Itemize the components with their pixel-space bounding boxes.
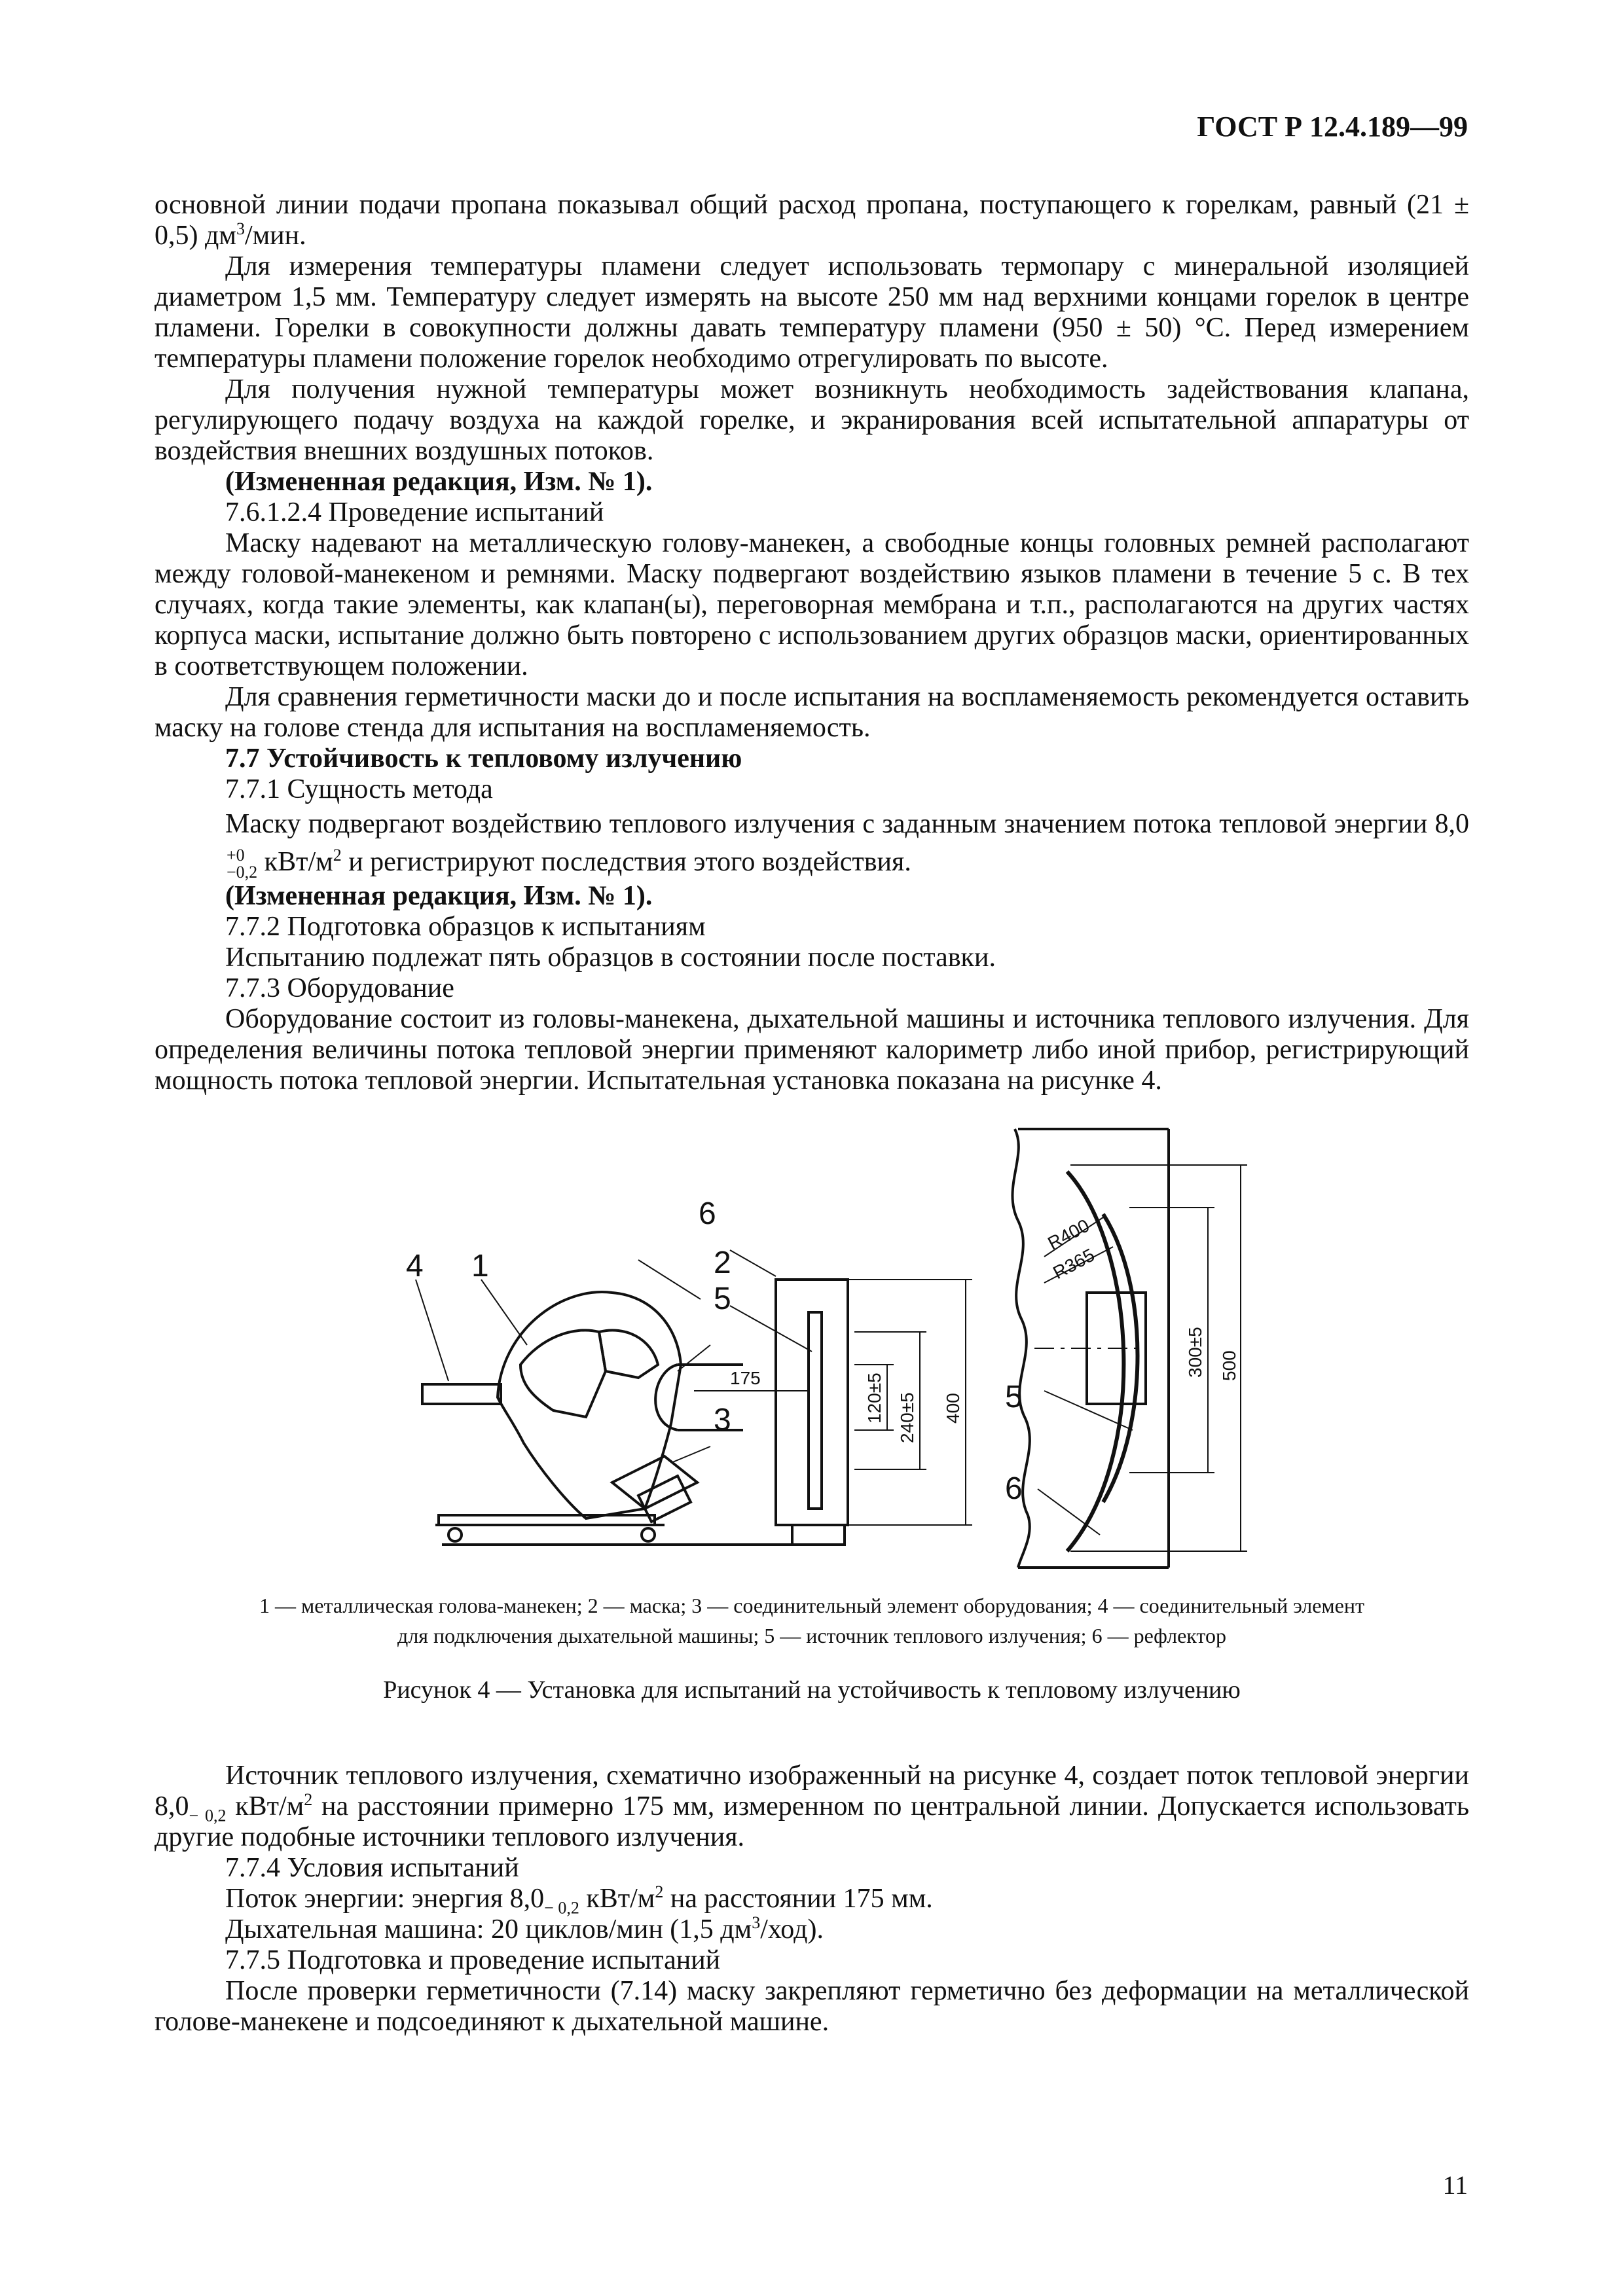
dim-300: 300±5	[1185, 1327, 1205, 1378]
dim-500: 500	[1219, 1350, 1239, 1381]
label-3: 3	[714, 1403, 731, 1437]
label-6: 6	[699, 1196, 716, 1231]
page-number: 11	[1442, 2170, 1468, 2200]
paragraph: Маску надевают на металлическую голову-манекен, а свободные концы головных ремней располагают между головой-манекеном и ремнями. Маску подвергают воздействию языков пламени в течение 5 с. В тех случаях, когда такие элементы, как клапан(ы), переговорная мембрана и т.п., располагаются на других частях корпуса маски, испытание должно быть повторено с использованием других образцов маски, ориентированных в соответствующем положении.	[155, 528, 1469, 681]
dim-r400: R400	[1044, 1215, 1093, 1254]
section-heading: 7.7.5 Подготовка и проведение испытаний	[225, 1945, 721, 1975]
dim-240: 240±5	[897, 1392, 917, 1443]
paragraph: Дыхательная машина: 20 циклов/мин (1,5 $дм^3/ход$).	[225, 1913, 824, 1945]
section-heading: 7.7.1 Сущность метода	[225, 774, 493, 804]
document-header: ГОСТ Р 12.4.189—99	[1197, 111, 1468, 143]
section-heading: 7.7.2 Подготовка образцов к испытаниям	[225, 912, 706, 942]
section-heading: 7.7.3 Оборудование	[225, 973, 454, 1004]
paragraph: Источник теплового излучения, схематично изображенный на рисунке 4, создает поток тепловой энергии $8,0_{- 0,2}$ кВт/$м^2$ на расстоянии примерно 175 мм, измеренном по центральной линии. Допускается использовать другие подобные источники теплового излучения.	[155, 1761, 1469, 1852]
label-6-right: 6	[1005, 1471, 1023, 1506]
paragraph: Для сравнения герметичности маски до и после испытания на воспламеняемость рекомендуется оставить маску на голове стенда для испытания на воспламеняемость.	[155, 682, 1469, 743]
figure-legend	[155, 1590, 1469, 1651]
right-view	[1012, 1129, 1169, 1568]
paragraph: Оборудование состоит из головы-манекена, дыхательной машины и источника теплового излучения. Для определения величины потока тепловой энергии применяют калориметр либо иной прибор, регистрирующий мощность потока тепловой энергии. Испытательная установка показана на рисунке 4.	[155, 1004, 1469, 1096]
dim-r365: R365	[1049, 1244, 1098, 1283]
dim-175: 175	[730, 1368, 761, 1388]
label-4: 4	[406, 1249, 424, 1283]
figure-4	[390, 1116, 1516, 1574]
paragraph: основной линии подачи пропана показывал общий расход пропана, поступающего к горелкам, равный (21 ± 0,5) $дм^3$/мин.	[155, 190, 1469, 251]
dim-120: 120±5	[864, 1372, 884, 1424]
left-labels	[406, 1196, 731, 1437]
paragraph: После проверки герметичности (7.14) маску закрепляют герметично без деформации на металлической голове-манекене и подсоединяют к дыхательной машине.	[155, 1976, 1469, 2037]
right-labels	[1005, 1380, 1023, 1506]
body-text-bottom	[155, 1761, 1469, 2037]
legend-line: для подключения дыхательной машины; 5 — источник теплового излучения; 6 — рефлектор	[397, 1624, 1226, 1647]
paragraph: Для измерения температуры пламени следует использовать термопару с минеральной изоляцией диаметром 1,5 мм. Температуру следует измерять на высоте 250 мм над верхними концами горелок в центре пламени. Горелки в совокупности должны давать температуру пламени (950 ± 50) °С. Перед измерением температуры пламени положение горелок необходимо отрегулировать по высоте.	[155, 251, 1469, 374]
body-text-top	[155, 190, 1469, 1096]
amendment-note: (Измененная редакция, Изм. № 1).	[225, 881, 653, 912]
right-dim-labels	[1044, 1215, 1239, 1381]
paragraph: Для получения нужной температуры может возникнуть необходимость задействования клапана, регулирующего подачу воздуха на каждой горелке, и экранирования всей испытательной аппаратуры от воздействия внешних воздушных потоков.	[155, 374, 1469, 466]
left-view	[422, 1280, 848, 1545]
paragraph: Испытанию подлежат пять образцов в состоянии после поставки.	[225, 942, 996, 973]
label-5: 5	[714, 1282, 731, 1316]
legend-line: 1 — металлическая голова-манекен; 2 — маска; 3 — соединительный элемент оборудования; 4 — соединительный элемент	[259, 1594, 1364, 1617]
section-heading: 7.7.4 Условия испытаний	[225, 1853, 519, 1883]
label-5-right: 5	[1005, 1380, 1023, 1414]
section-heading: 7.6.1.2.4 Проведение испытаний	[225, 497, 604, 528]
figure-caption: Рисунок 4 — Установка для испытаний на устойчивость к тепловому излучению	[383, 1676, 1241, 1704]
section-heading: 7.7 Устойчивость к тепловому излучению	[225, 744, 742, 774]
label-2: 2	[714, 1246, 731, 1280]
figure-diagram	[390, 1116, 1516, 1574]
label-1: 1	[471, 1249, 489, 1283]
paragraph: Поток энергии: энергия $8,0_{- 0,2}$ кВт/$м^2$ на расстоянии 175 мм.	[225, 1882, 933, 1918]
paragraph: Маску подвергают воздействию теплового излучения с заданным значением потока тепловой энергии 8,0 +0 −0,2 кВт/$м^2$ и регистрируют последствия этого воздействия.	[225, 809, 1469, 882]
dim-400: 400	[943, 1393, 963, 1424]
amendment-note: (Измененная редакция, Изм. № 1).	[225, 467, 653, 497]
